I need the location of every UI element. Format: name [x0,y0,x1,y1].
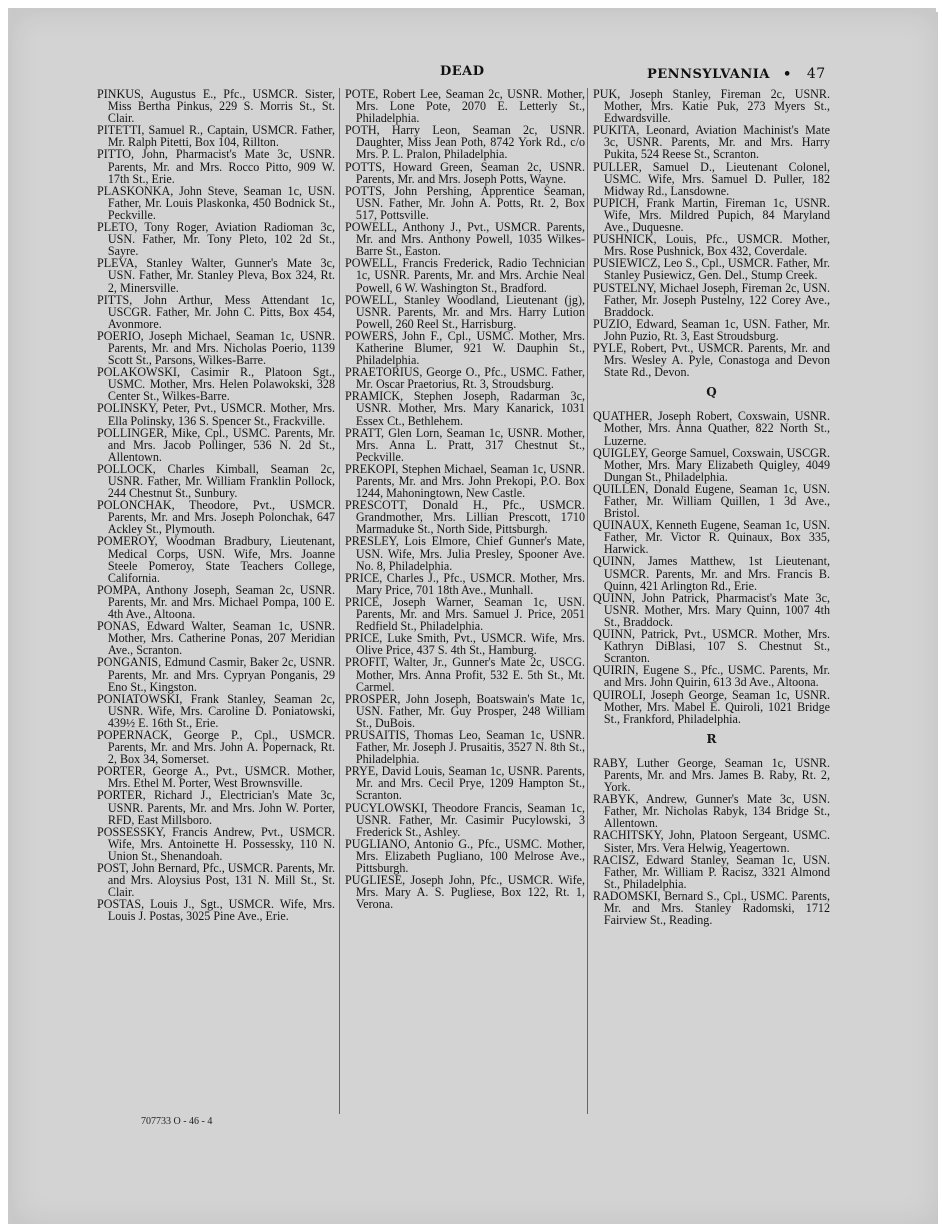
casualty-entry: POWELL, Anthony J., Pvt., USMCR. Parents, Mr. and Mrs. Anthony Powell, 1035 Wilkes-Barre St., Easton. [345,220,585,259]
casualty-entry: PORTER, Richard J., Electrician's Mate 3c, USNR. Parents, Mr. and Mrs. John W. Porter, RFD, East Millsboro. [97,788,335,827]
casualty-entry: RADOMSKI, Bernard S., Cpl., USMC. Parents, Mr. and Mrs. Stanley Radomski, 1712 Fairview St., Reading. [593,888,830,928]
casualty-entry: POTTS, John Pershing, Apprentice Seaman, USN. Father, Mr. John A. Potts, Rt. 2, Box 517, Pottsville. [345,183,585,222]
casualty-entry: POPERNACK, George P., Cpl., USMCR. Parents, Mr. and Mrs. John A. Popernack, Rt. 2, Box 34, Somerset. [97,727,335,767]
casualty-entry: RACISZ, Edward Stanley, Seaman 1c, USN. Father, Mr. William P. Racisz, 3321 Almond St., Philadelphia. [593,852,830,891]
casualty-entry: PROFIT, Walter, Jr., Gunner's Mate 2c, USCG. Mother, Mrs. Anna Profit, 532 E. 5th St., Mt. Carmel. [345,655,585,694]
casualty-entry: POWELL, Stanley Woodland, Lieutenant (jg), USNR. Parents, Mr. and Mrs. Harry Lution Powell, 260 Reel St., Harrisburg. [345,292,585,331]
casualty-entry: PRAMICK, Stephen Joseph, Radarman 3c, USNR. Mother, Mrs. Mary Kanarick, 1031 Essex Ct., Bethlehem. [345,389,585,428]
print-code: 707733 O - 46 - 4 [141,1116,213,1127]
casualty-entry: POMPA, Anthony Joseph, Seaman 2c, USNR. Parents, Mr. and Mrs. Michael Pompa, 100 E. 4th Ave., Altoona. [97,582,335,622]
column-3 [593,88,830,926]
casualty-entry: PUGLIESE, Joseph John, Pfc., USMCR. Wife, Mrs. Mary A. S. Pugliese, Box 122, Rt. 1, Verona. [345,873,585,912]
casualty-entry: POERIO, Joseph Michael, Seaman 1c, USNR. Parents, Mr. and Mrs. Nicholas Poerio, 1139 Scott St., Parsons, Wilkes-Barre. [97,328,335,368]
casualty-entry: PRAETORIUS, George O., Pfc., USMC. Father, Mr. Oscar Praetorius, Rt. 3, Stroudsburg. [345,365,585,392]
casualty-entry: PUK, Joseph Stanley, Fireman 2c, USNR. Mother, Mrs. Katie Puk, 273 Myers St., Edwardsville. [593,87,830,126]
casualty-entry: PUKITA, Leonard, Aviation Machinist's Mate 3c, USNR. Parents, Mr. and Mrs. Harry Pukita, 524 Reese St., Scranton. [593,123,830,162]
casualty-entry: PRYE, David Louis, Seaman 1c, USNR. Parents, Mr. and Mrs. Cecil Prye, 1209 Hampton St., Scranton. [345,764,585,803]
casualty-entry: PYLE, Robert, Pvt., USMCR. Parents, Mr. and Mrs. Wesley A. Pyle, Conastoga and Devon State Rd., Devon. [593,340,830,380]
casualty-entry: POLAKOWSKI, Casimir R., Platoon Sgt., USMC. Mother, Mrs. Helen Polawokski, 328 Center St., Wilkes-Barre. [97,365,335,404]
casualty-entry: QUATHER, Joseph Robert, Coxswain, USNR. Mother, Mrs. Anna Quather, 822 North St., Luzerne. [593,409,830,448]
casualty-entry: PUSTELNY, Michael Joseph, Fireman 2c, USN. Father, Mr. Joseph Pustelny, 122 Corey Ave., Braddock. [593,280,830,319]
casualty-entry: QUINN, John Patrick, Pharmacist's Mate 3c, USNR. Mother, Mrs. Mary Quinn, 1007 4th St., Braddock. [593,590,830,629]
casualty-entry: POLLINGER, Mike, Cpl., USMC. Parents, Mr. and Mrs. Jacob Pollinger, 536 N. 2d St., Allentown. [97,425,335,464]
column-1 [97,88,335,922]
page-number: 47 [806,66,826,82]
casualty-entry: POTH, Harry Leon, Seaman 2c, USNR. Daughter, Miss Jean Poth, 8742 York Rd., c/o Mrs. P. L. Pralon, Philadelphia. [345,123,585,162]
casualty-entry: PRESCOTT, Donald H., Pfc., USMCR. Grandmother, Mrs. Lillian Prescott, 1710 Marmaduke St., North Side, Pittsburgh. [345,498,585,537]
column-divider [339,88,340,1114]
casualty-entry: POSSESSKY, Francis Andrew, Pvt., USMCR. Wife, Mrs. Antoinette H. Possessky, 110 N. Union St., Shenandoah. [97,824,335,863]
casualty-entry: POLONCHAK, Theodore, Pvt., USMCR. Parents, Mr. and Mrs. Joseph Polonchak, 647 Ackley St., Plymouth. [97,498,335,537]
casualty-entry: PULLER, Samuel D., Lieutenant Colonel, USMC. Wife, Mrs. Samuel D. Puller, 182 Midway Rd., Lansdowne. [593,159,830,198]
casualty-entry: POWERS, John F., Cpl., USMC. Mother, Mrs. Katherine Blumer, 921 W. Dauphin St., Philadelphia. [345,328,585,368]
casualty-entry: POTTS, Howard Green, Seaman 2c, USNR. Parents, Mr. and Mrs. Joseph Potts, Wayne. [345,159,585,186]
casualty-entry: PITETTI, Samuel R., Captain, USMCR. Father, Mr. Ralph Pitetti, Box 104, Rillton. [97,123,335,150]
casualty-entry: PUPICH, Frank Martin, Fireman 1c, USNR. Wife, Mrs. Mildred Pupich, 84 Maryland Ave., Duquesne. [593,195,830,235]
casualty-entry: PRATT, Glen Lorn, Seaman 1c, USNR. Mother, Mrs. Anna L. Pratt, 317 Chestnut St., Peckville. [345,425,585,464]
casualty-entry: PRESLEY, Lois Elmore, Chief Gunner's Mate, USN. Wife, Mrs. Julia Presley, Spooner Ave. No. 8, Philadelphia. [345,534,585,573]
casualty-entry: POMEROY, Woodman Bradbury, Lieutenant, Medical Corps, USN. Wife, Mrs. Joanne Steele Pomeroy, State Teachers College, California. [97,534,335,585]
entries-q [593,410,830,724]
casualty-entry: QUIROLI, Joseph George, Seaman 1c, USNR. Mother, Mrs. Mabel E. Quiroli, 1021 Bridge St., Frankford, Philadelphia. [593,687,830,726]
casualty-entry: QUINN, Patrick, Pvt., USMCR. Mother, Mrs. Kathryn DiBlasi, 107 S. Chestnut St., Scranton. [593,627,830,666]
casualty-entry: RACHITSKY, John, Platoon Sergeant, USMC. Sister, Mrs. Vera Helwig, Yeagertown. [593,828,830,855]
casualty-entry: PONIATOWSKI, Frank Stanley, Seaman 2c, USNR. Wife, Mrs. Caroline D. Poniatowski, 439½ E. 16th St., Erie. [97,691,335,730]
casualty-entry: PREKOPI, Stephen Michael, Seaman 1c, USNR. Parents, Mr. and Mrs. John Prekopi, P.O. Box 1244, Mahoningtown, New Castle. [345,461,585,501]
section-heading-r: R [706,731,717,746]
casualty-entry: QUIGLEY, George Samuel, Coxswain, USCGR. Mother, Mrs. Mary Elizabeth Quigley, 4049 Dungan St., Philadelphia. [593,445,830,484]
casualty-entry: PRICE, Joseph Warner, Seaman 1c, USN. Parents, Mr. and Mrs. Samuel J. Price, 2051 Redfield St., Philadelphia. [345,594,585,634]
casualty-entry: PUZIO, Edward, Seaman 1c, USN. Father, Mr. John Puzio, Rt. 3, East Stroudsburg. [593,316,830,343]
casualty-entry: PROSPER, John Joseph, Boatswain's Mate 1c, USN. Father, Mr. Guy Prosper, 248 William St., DuBois. [345,691,585,730]
casualty-entry: POST, John Bernard, Pfc., USMCR. Parents, Mr. and Mrs. Aloysius Post, 131 N. Mill St., St. Clair. [97,861,335,900]
column-2 [345,88,585,910]
casualty-entry: POLLOCK, Charles Kimball, Seaman 2c, USNR. Father, Mr. William Franklin Pollock, 244 Chestnut St., Sunbury. [97,461,335,501]
casualty-entry: POLINSKY, Peter, Pvt., USMCR. Mother, Mrs. Ella Polinsky, 136 S. Spencer St., Frackville. [97,401,335,428]
casualty-entry: PLETO, Tony Roger, Aviation Radioman 3c, USN. Father, Mr. Tony Pleto, 102 2d St., Sayre. [97,220,335,259]
casualty-entry: PONAS, Edward Walter, Seaman 1c, USNR. Mother, Mrs. Catherine Ponas, 207 Meridian Ave., Scranton. [97,619,335,658]
state-name: PENNSYLVANIA [647,67,770,82]
entries-p [593,88,830,378]
casualty-entry: QUIRIN, Eugene S., Pfc., USMC. Parents, Mr. and Mrs. John Quirin, 613 3d Ave., Altoona. [593,663,830,690]
casualty-entry: PUGLIANO, Antonio G., Pfc., USMC. Mother, Mrs. Elizabeth Pugliano, 100 Melrose Ave., Pittsburgh. [345,836,585,875]
header-title: DEAD [440,64,485,79]
casualty-entry: PUCYLOWSKI, Theodore Francis, Seaman 1c, USNR. Father, Mr. Casimir Pucylowski, 3 Frederick St., Ashley. [345,800,585,839]
casualty-entry: POTE, Robert Lee, Seaman 2c, USNR. Mother, Mrs. Lone Pote, 2070 E. Letterly St., Philadelphia. [345,87,585,126]
header-state [647,66,826,82]
casualty-entry: PRICE, Luke Smith, Pvt., USMCR. Wife, Mrs. Olive Price, 437 S. 4th St., Hamburg. [345,631,585,658]
casualty-entry: PUSHNICK, Louis, Pfc., USMCR. Mother, Mrs. Rose Pushnick, Box 432, Coverdale. [593,232,830,259]
casualty-entry: PUSIEWICZ, Leo S., Cpl., USMCR. Father, Mr. Stanley Pusiewicz, Gen. Del., Stump Creek. [593,256,830,283]
casualty-entry: RABYK, Andrew, Gunner's Mate 3c, USN. Father, Mr. Nicholas Rabyk, 134 Bridge St., Allentown. [593,792,830,831]
casualty-entry: PINKUS, Augustus E., Pfc., USMCR. Sister, Miss Bertha Pinkus, 229 S. Morris St., St. Clair. [97,87,335,126]
casualty-entry: POWELL, Francis Frederick, Radio Technician 1c, USNR. Parents, Mr. and Mrs. Archie Neal Powell, 6 W. Washington St., Bradford. [345,256,585,295]
casualty-entry: PORTER, George A., Pvt., USMCR. Mother, Mrs. Ethel M. Porter, West Brownsville. [97,764,335,791]
casualty-entry: PONGANIS, Edmund Casmir, Baker 2c, USNR. Parents, Mr. and Mrs. Cypryan Ponganis, 29 Eno St., Kingston. [97,655,335,694]
casualty-entry: QUILLEN, Donald Eugene, Seaman 1c, USN. Father, Mr. William Quillen, 1 3d Ave., Bristol. [593,481,830,521]
casualty-entry: RABY, Luther George, Seaman 1c, USNR. Parents, Mr. and Mrs. James B. Raby, Rt. 2, York. [593,755,830,795]
bullet-icon: • [782,67,792,82]
column-divider [587,88,588,1114]
casualty-entry: PLEVA, Stanley Walter, Gunner's Mate 3c, USN. Father, Mr. Stanley Pleva, Box 324, Rt. 2, Minersville. [97,256,335,295]
casualty-entry: QUINN, James Matthew, 1st Lieutenant, USMCR. Parents, Mr. and Mrs. Francis B. Quinn, 421 Arlington Rd., Erie. [593,554,830,593]
casualty-entry: PRUSAITIS, Thomas Leo, Seaman 1c, USNR. Father, Mr. Joseph J. Prusaitis, 3527 N. 8th St., Philadelphia. [345,727,585,767]
casualty-entry: PLASKONKA, John Steve, Seaman 1c, USN. Father, Mr. Louis Plaskonka, 450 Bodnick St., Peckville. [97,183,335,222]
casualty-entry: QUINAUX, Kenneth Eugene, Seaman 1c, USN. Father, Mr. Victor R. Quinaux, Box 335, Harwick. [593,518,830,557]
casualty-entry: POSTAS, Louis J., Sgt., USMCR. Wife, Mrs. Louis J. Postas, 3025 Pine Ave., Erie. [97,897,335,924]
casualty-entry: PRICE, Charles J., Pfc., USMCR. Mother, Mrs. Mary Price, 701 18th Ave., Munhall. [345,570,585,597]
entries-r [593,757,830,926]
casualty-entry: PITTS, John Arthur, Mess Attendant 1c, USCGR. Father, Mr. John C. Pitts, Box 454, Avonmore. [97,292,335,331]
casualty-entry: PITTO, John, Pharmacist's Mate 3c, USNR. Parents, Mr. and Mrs. Rocco Pitto, 909 W. 17th St., Erie. [97,147,335,186]
section-heading-q: Q [706,385,717,400]
